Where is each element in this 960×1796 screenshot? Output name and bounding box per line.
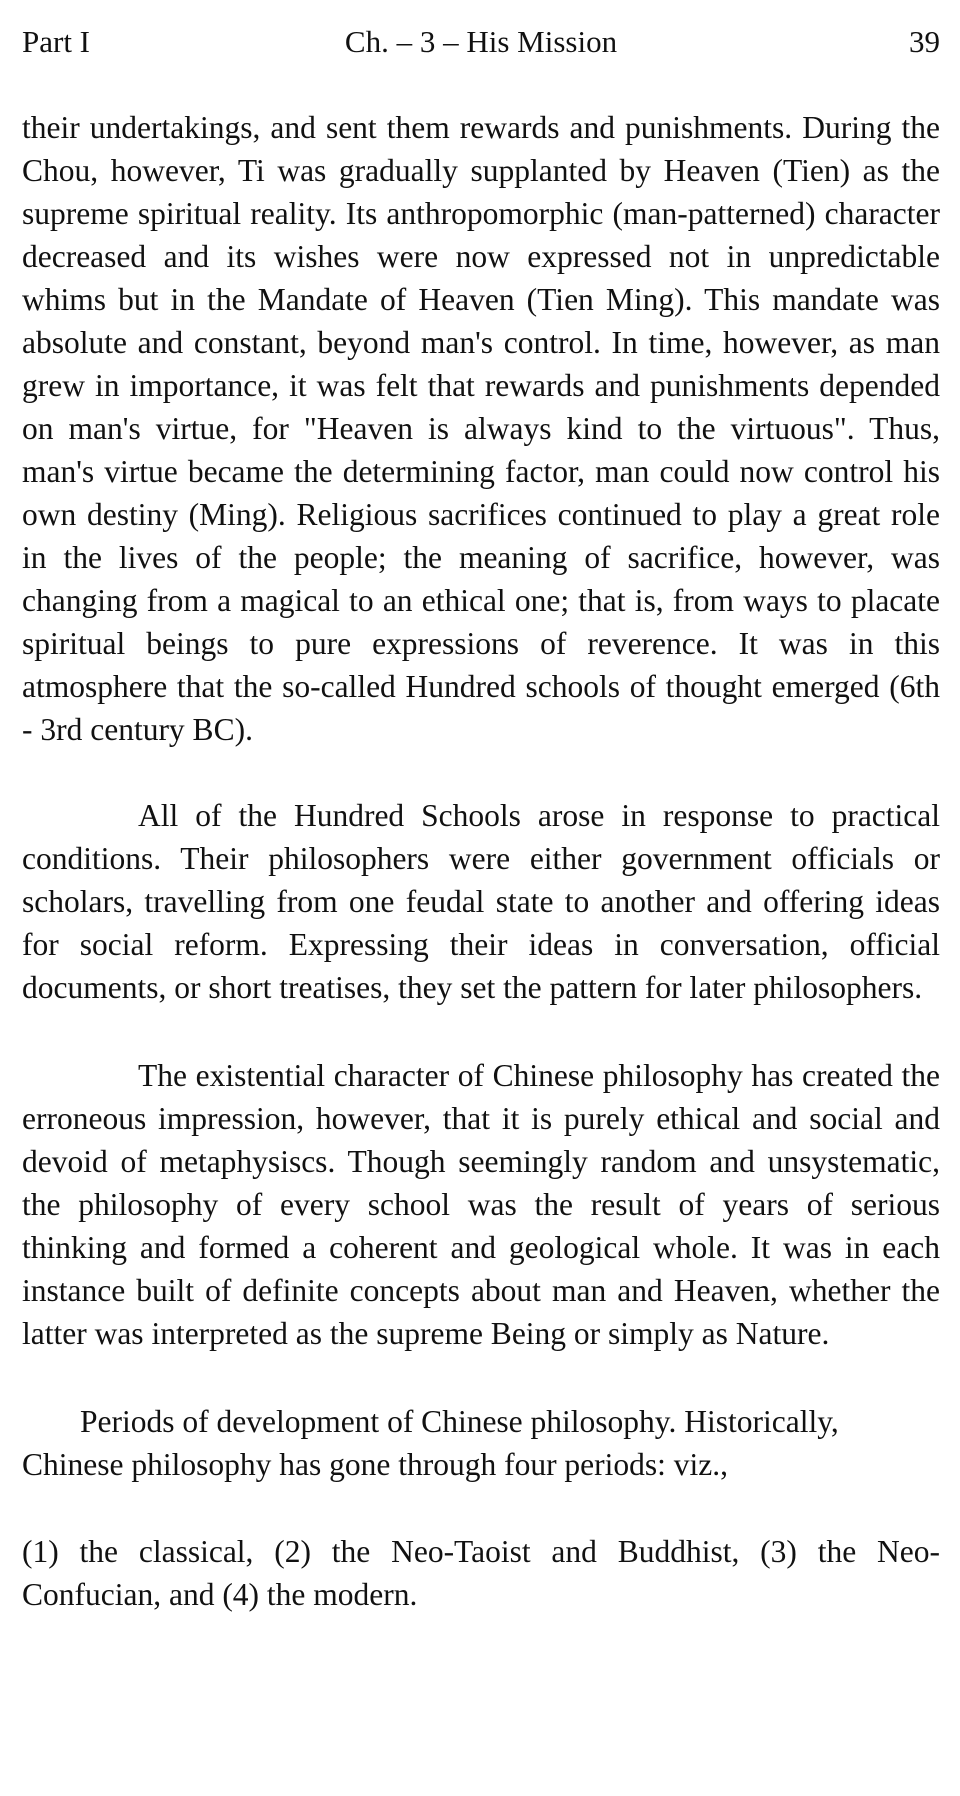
paragraph-1: their undertakings, and sent them rewards and punishments. During the Chou, however, Ti was gradually supplanted by Heaven (Tien) as the supreme spiritual reality. Its anthropomorphic (man-patterned) character decreased and its wishes were now expressed not in unpredictable whims but in the Mandate of Heaven (Tien Ming). This mandate was absolute and constant, beyond man's control. In time, however, as man grew in importance, it was felt that rewards and punishments depended on man's virtue, for "Heaven is always kind to the virtuous". Thus, man's virtue became the determining factor, man could now control his own destiny (Ming). Religious sacrifices continued to play a great role in the lives of the people; the meaning of sacrifice, however, was changing from a magical to an ethical one; that is, from ways to placate spiritual beings to pure expressions of reverence. It was in this atmosphere that the so-called Hundred schools of thought emerged (6th - 3rd century BC). xyxy=(22,110,940,747)
book-page xyxy=(22,0,940,1616)
paragraph-2: All of the Hundred Schools arose in response to practical conditions. Their philosophers were either government officials or scholars, travelling from one feudal state to another and offering ideas for social reform. Expressing their ideas in conversation, official documents, or short treatises, they set the pattern for later philosophers. xyxy=(22,798,940,1005)
paragraph-3: The existential character of Chinese philosophy has created the erroneous impression, however, that it is purely ethical and social and devoid of metaphysiscs. Though seemingly random and unsystematic, the philosophy of every school was the result of years of serious thinking and formed a coherent and geological whole. It was in each instance built of definite concepts about man and Heaven, whether the latter was interpreted as the supreme Being or simply as Nature. xyxy=(22,1058,940,1351)
part-label: Part I xyxy=(22,24,91,59)
paragraph-5: (1) the classical, (2) the Neo-Taoist and Buddhist, (3) the Neo-Confucian, and (4) the modern. xyxy=(22,1534,940,1612)
running-header xyxy=(22,22,940,62)
body-text xyxy=(22,106,940,1616)
chapter-title: Ch. – 3 – His Mission xyxy=(344,24,618,59)
page-number: 39 xyxy=(909,24,940,59)
paragraph-4: Periods of development of Chinese philosophy. Historically, Chinese philosophy has gone through four periods: viz., xyxy=(22,1404,839,1482)
